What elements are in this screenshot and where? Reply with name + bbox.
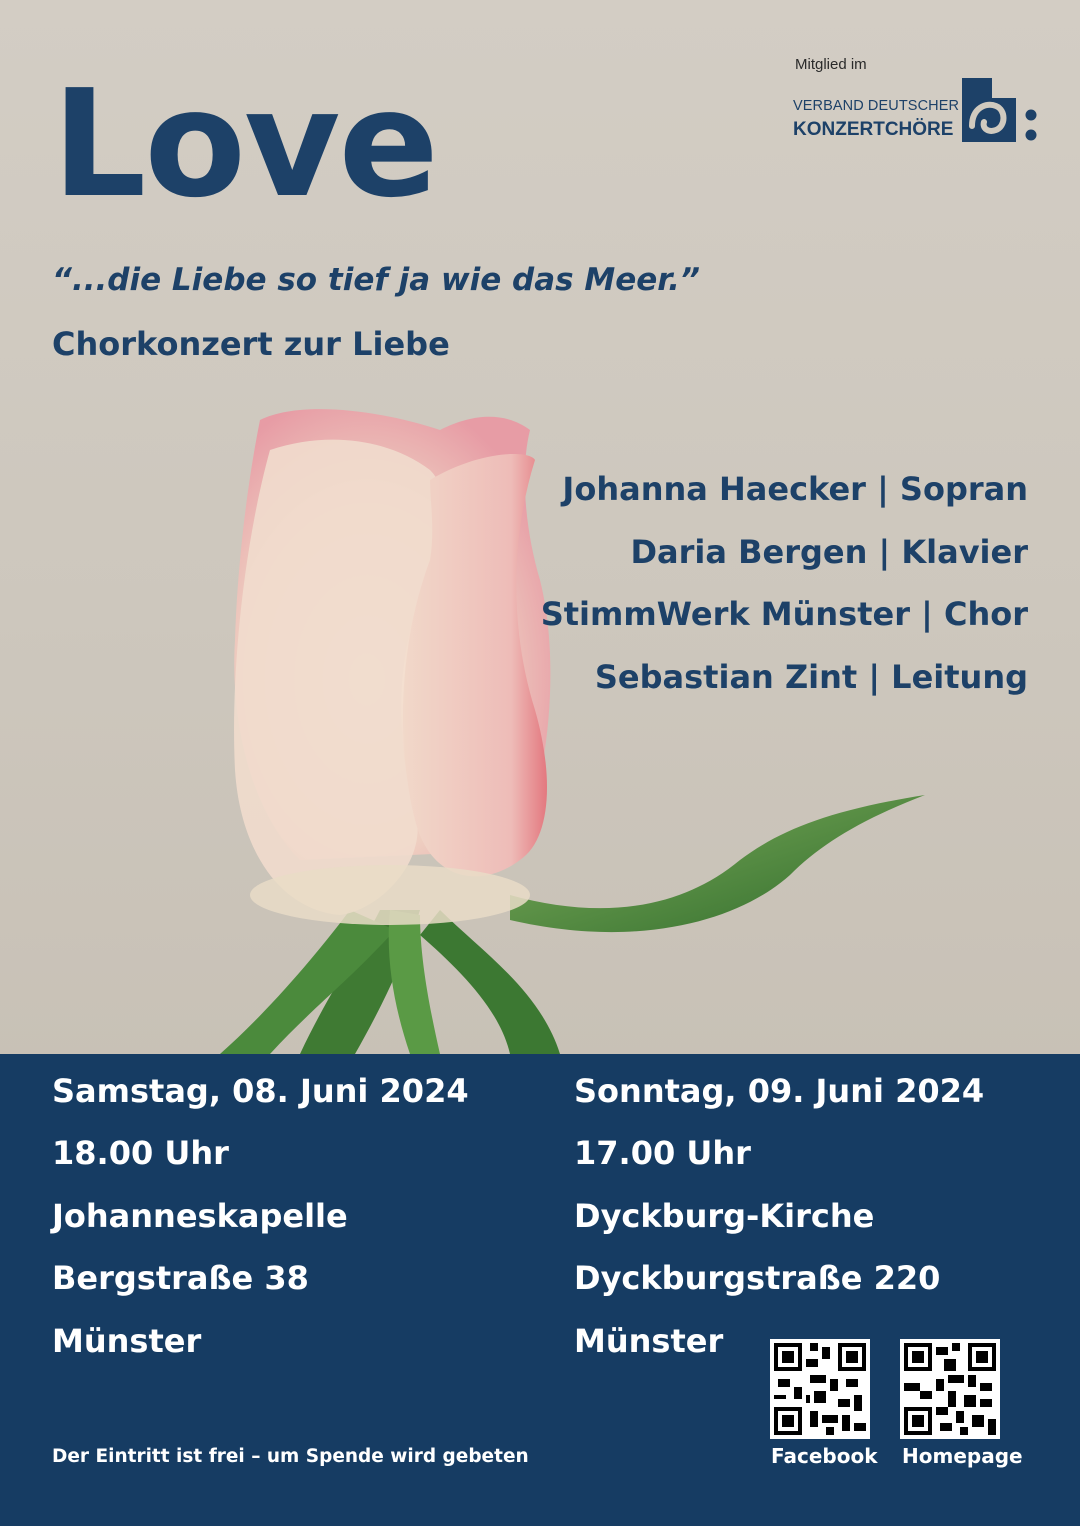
qr-code-icon bbox=[770, 1339, 870, 1439]
facebook-label: Facebook bbox=[771, 1444, 878, 1468]
concert-2-details bbox=[574, 1068, 984, 1380]
poster-title: Love bbox=[52, 58, 437, 230]
poster-subtitle: Chorkonzert zur Liebe bbox=[52, 325, 450, 363]
concert-time: 17.00 Uhr bbox=[574, 1134, 751, 1173]
performer-line: Johanna Haecker | Sopran bbox=[562, 470, 1028, 508]
concert-street: Dyckburgstraße 220 bbox=[574, 1259, 941, 1298]
performer-line: StimmWerk Münster | Chor bbox=[540, 595, 1028, 633]
concert-date: Sonntag, 09. Juni 2024 bbox=[574, 1072, 985, 1110]
quote-text: “...die Liebe so tief ja wie das Meer.” bbox=[52, 262, 700, 298]
performer-list bbox=[541, 466, 1028, 716]
bass-clef-icon bbox=[958, 76, 1038, 146]
homepage-qr-code[interactable] bbox=[900, 1339, 1000, 1439]
concert-time: 18.00 Uhr bbox=[52, 1134, 229, 1173]
performer-line: Sebastian Zint | Leitung bbox=[594, 657, 1028, 696]
concert-city: Münster bbox=[52, 1321, 202, 1360]
concert-street: Bergstraße 38 bbox=[52, 1259, 309, 1298]
qr-code-icon bbox=[900, 1339, 1000, 1439]
membership-label: Mitglied im bbox=[795, 56, 867, 73]
concert-venue: Dyckburg-Kirche bbox=[574, 1196, 875, 1235]
logo-text-line2: KONZERTCHÖRE bbox=[793, 119, 954, 140]
facebook-qr-code[interactable] bbox=[770, 1339, 870, 1439]
concert-city: Münster bbox=[574, 1321, 724, 1360]
concert-date: Samstag, 08. Juni 2024 bbox=[52, 1072, 469, 1110]
admission-note: Der Eintritt ist frei – um Spende wird gebeten bbox=[52, 1446, 529, 1467]
logo-text-line1: VERBAND DEUTSCHER bbox=[793, 98, 960, 114]
concert-venue: Johanneskapelle bbox=[52, 1196, 348, 1235]
performer-line: Daria Bergen | Klavier bbox=[630, 532, 1028, 571]
homepage-label: Homepage bbox=[902, 1444, 1023, 1468]
vdkc-logo bbox=[793, 76, 1043, 146]
concert-1-details bbox=[52, 1068, 469, 1380]
